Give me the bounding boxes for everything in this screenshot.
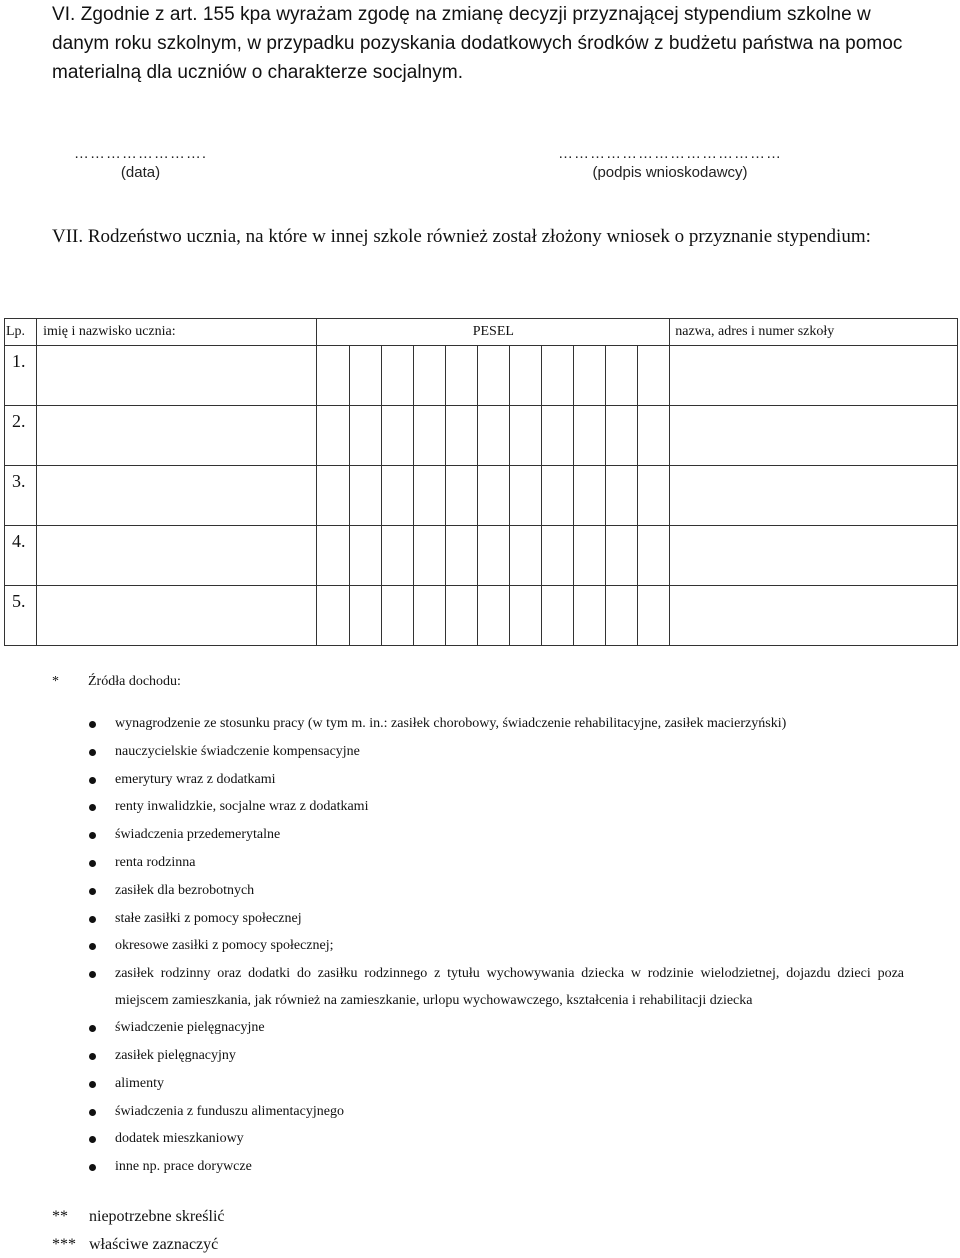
pesel-digit-cell[interactable] (541, 526, 573, 586)
bullet-icon (89, 777, 96, 784)
pesel-digit-cell[interactable] (573, 346, 605, 406)
pesel-digit-cell[interactable] (477, 586, 509, 646)
pesel-digit-cell[interactable] (509, 346, 541, 406)
pesel-digit-cell[interactable] (541, 466, 573, 526)
pesel-digit-cell[interactable] (445, 466, 477, 526)
pesel-digit-cell[interactable] (606, 466, 638, 526)
pesel-digit-cell[interactable] (638, 406, 670, 466)
list-item-text: renta rodzinna (115, 854, 196, 870)
list-item-text: emerytury wraz z dodatkami (115, 771, 276, 787)
list-item-text: dodatek mieszkaniowy (115, 1131, 244, 1147)
pesel-digit-cell[interactable] (413, 346, 445, 406)
section-6-consent (52, 0, 904, 87)
school-cell[interactable] (670, 346, 958, 406)
list-item (52, 1098, 904, 1126)
bullet-icon (89, 1025, 96, 1032)
bullet-icon (89, 832, 96, 839)
pesel-digit-cell[interactable] (638, 466, 670, 526)
pesel-digit-cell[interactable] (317, 346, 349, 406)
list-item (52, 960, 904, 1014)
pesel-digit-cell[interactable] (445, 406, 477, 466)
list-item (52, 1153, 904, 1181)
list-item (52, 738, 904, 766)
name-cell[interactable] (37, 466, 317, 526)
bullet-icon (89, 721, 96, 728)
bullet-icon (89, 1109, 96, 1116)
bullet-icon (89, 888, 96, 895)
signature-dots: …………………………………… (558, 145, 782, 162)
asterisk-marker: * (52, 674, 59, 689)
footnote-strike (52, 1208, 225, 1226)
list-item (52, 877, 904, 905)
pesel-digit-cell[interactable] (349, 406, 381, 466)
pesel-digit-cell[interactable] (638, 526, 670, 586)
list-item (52, 849, 904, 877)
pesel-digit-cell[interactable] (638, 586, 670, 646)
pesel-digit-cell[interactable] (606, 346, 638, 406)
pesel-digit-cell[interactable] (477, 406, 509, 466)
table-row (5, 346, 958, 406)
pesel-digit-cell[interactable] (381, 346, 413, 406)
pesel-digit-cell[interactable] (413, 406, 445, 466)
pesel-digit-cell[interactable] (573, 586, 605, 646)
row-number: 3. (5, 466, 37, 526)
row-number: 4. (5, 526, 37, 586)
pesel-digit-cell[interactable] (349, 346, 381, 406)
bullet-icon (89, 1081, 96, 1088)
pesel-digit-cell[interactable] (606, 406, 638, 466)
list-item-text: świadczenia przedemerytalne (115, 827, 281, 843)
section-7-heading (52, 222, 904, 252)
section-7-text: VII. Rodzeństwo ucznia, na które w innej szkole również został złożony wniosek o przyznanie stypendium: (52, 226, 871, 247)
list-item (52, 932, 904, 960)
income-sources-list (52, 710, 904, 1181)
income-sources-title: Źródła dochodu: (88, 674, 181, 689)
pesel-digit-cell[interactable] (445, 586, 477, 646)
footnote-mark (52, 1236, 218, 1254)
date-label: (data) (120, 164, 161, 181)
bullet-icon (89, 749, 96, 756)
pesel-digit-cell[interactable] (509, 526, 541, 586)
list-item-text: okresowe zasiłki z pomocy społecznej; (115, 938, 334, 954)
pesel-digit-cell[interactable] (573, 526, 605, 586)
list-item-text: świadczenia z funduszu alimentacyjnego (115, 1103, 344, 1119)
list-item-text: wynagrodzenie ze stosunku pracy (w tym m. in.: zasiłek chorobowy, świadczenie rehabilitacyjne, zasiłek macierzyński) (115, 716, 787, 731)
pesel-digit-cell[interactable] (509, 466, 541, 526)
bullet-icon (89, 1164, 96, 1171)
pesel-digit-cell[interactable] (349, 586, 381, 646)
bullet-icon (89, 943, 96, 950)
pesel-digit-cell[interactable] (445, 346, 477, 406)
header-pesel: PESEL (317, 319, 670, 346)
list-item (52, 1070, 904, 1098)
row-number: 2. (5, 406, 37, 466)
date-signature-block (48, 146, 233, 183)
row-number: 5. (5, 586, 37, 646)
income-sources (52, 668, 904, 1181)
bullet-icon (89, 1136, 96, 1143)
footnote-marker: ** (52, 1208, 68, 1225)
list-item (52, 905, 904, 933)
list-item (52, 1125, 904, 1153)
pesel-digit-cell[interactable] (477, 346, 509, 406)
pesel-digit-cell[interactable] (381, 466, 413, 526)
pesel-digit-cell[interactable] (509, 586, 541, 646)
list-item-text: inne np. prace dorywcze (115, 1159, 252, 1175)
pesel-digit-cell[interactable] (381, 586, 413, 646)
table-row (5, 466, 958, 526)
list-item (52, 793, 904, 821)
pesel-digit-cell[interactable] (573, 466, 605, 526)
signature-label: (podpis wnioskodawcy) (592, 164, 748, 181)
list-item (52, 1014, 904, 1042)
row-number: 1. (5, 346, 37, 406)
header-school: nazwa, adres i numer szkoły (670, 319, 958, 346)
school-cell[interactable] (670, 526, 958, 586)
bullet-icon (89, 916, 96, 923)
pesel-digit-cell[interactable] (349, 526, 381, 586)
header-lp: Lp. (5, 319, 37, 346)
pesel-digit-cell[interactable] (509, 406, 541, 466)
name-cell[interactable] (37, 406, 317, 466)
table-row (5, 406, 958, 466)
list-item-text: zasiłek rodzinny oraz dodatki do zasiłku rodzinnego z tytułu wychowywania dziecka w rodzinie wielodzietnej, dojazdu dzieci poza miejscem zamieszkania, jak również na zamieszkanie, urlopu wychowawczego, kształcenia i rehabilitacji dziecka (115, 966, 904, 1008)
pesel-digit-cell[interactable] (317, 466, 349, 526)
school-cell[interactable] (670, 586, 958, 646)
school-cell[interactable] (670, 406, 958, 466)
pesel-digit-cell[interactable] (317, 526, 349, 586)
bullet-icon (89, 971, 96, 978)
pesel-digit-cell[interactable] (445, 526, 477, 586)
list-item-text: świadczenie pielęgnacyjne (115, 1020, 265, 1036)
school-cell[interactable] (670, 466, 958, 526)
bullet-icon (89, 804, 96, 811)
list-item (52, 821, 904, 849)
list-item-text: alimenty (115, 1075, 164, 1091)
pesel-digit-cell[interactable] (317, 406, 349, 466)
footnote-text: właściwe zaznaczyć (89, 1236, 219, 1253)
date-dots: ……………………. (73, 145, 208, 162)
pesel-digit-cell[interactable] (638, 346, 670, 406)
list-item-text: zasiłek pielęgnacyjny (115, 1047, 236, 1063)
pesel-digit-cell[interactable] (381, 406, 413, 466)
siblings-table (4, 318, 958, 646)
section-6-text: VI. Zgodnie z art. 155 kpa wyrażam zgodę na zmianę decyzji przyznającej stypendium szkolne w danym roku szkolnym, w przypadku pozyskania dodatkowych środków z budżetu państwa na pomoc materialną dla uczniów o charakterze socjalnym. (52, 4, 903, 83)
pesel-digit-cell[interactable] (381, 526, 413, 586)
pesel-digit-cell[interactable] (413, 526, 445, 586)
list-item-text: renty inwalidzkie, socjalne wraz z dodatkami (115, 799, 369, 815)
list-item (52, 1042, 904, 1070)
income-sources-heading (52, 668, 904, 696)
bullet-icon (89, 1053, 96, 1060)
name-cell[interactable] (37, 526, 317, 586)
name-cell[interactable] (37, 586, 317, 646)
table-row (5, 586, 958, 646)
list-item-text: stałe zasiłki z pomocy społecznej (115, 910, 302, 926)
pesel-digit-cell[interactable] (477, 466, 509, 526)
pesel-digit-cell[interactable] (541, 406, 573, 466)
pesel-digit-cell[interactable] (349, 466, 381, 526)
pesel-digit-cell[interactable] (606, 526, 638, 586)
table-header-row (5, 319, 958, 346)
list-item-text: zasiłek dla bezrobotnych (115, 882, 255, 898)
footnote-text: niepotrzebne skreślić (89, 1208, 225, 1225)
list-item (52, 710, 904, 738)
pesel-digit-cell[interactable] (573, 406, 605, 466)
list-item-text: nauczycielskie świadczenie kompensacyjne (115, 743, 360, 759)
applicant-signature-block (520, 146, 820, 183)
pesel-digit-cell[interactable] (541, 586, 573, 646)
pesel-digit-cell[interactable] (317, 586, 349, 646)
pesel-digit-cell[interactable] (477, 526, 509, 586)
table-row (5, 526, 958, 586)
pesel-digit-cell[interactable] (413, 466, 445, 526)
footnote-marker: *** (52, 1236, 76, 1253)
list-item (52, 766, 904, 794)
pesel-digit-cell[interactable] (606, 586, 638, 646)
pesel-digit-cell[interactable] (541, 346, 573, 406)
name-cell[interactable] (37, 346, 317, 406)
pesel-digit-cell[interactable] (413, 586, 445, 646)
bullet-icon (89, 860, 96, 867)
header-name: imię i nazwisko ucznia: (37, 319, 317, 346)
